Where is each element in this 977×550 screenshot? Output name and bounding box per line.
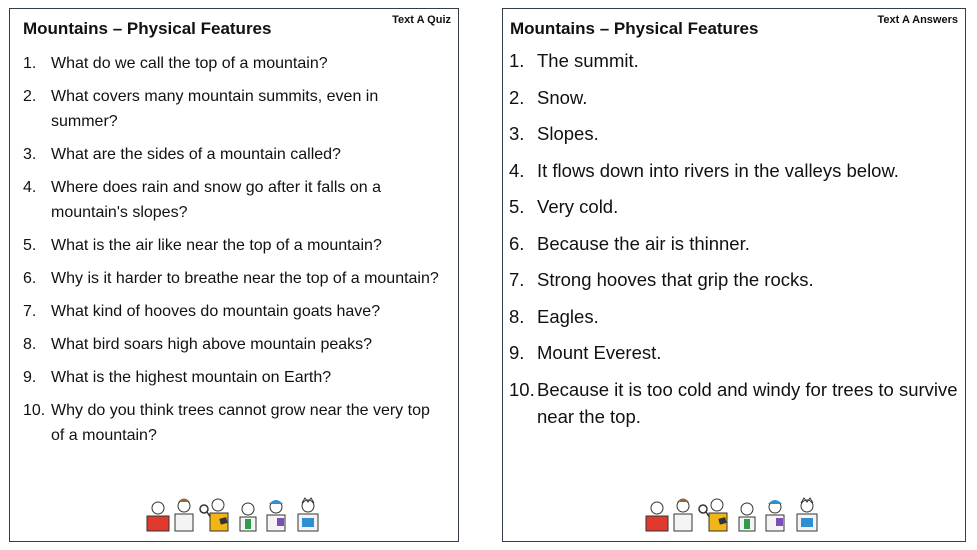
question-number: 5. (23, 237, 37, 254)
question-item (23, 142, 443, 167)
answer-item (509, 157, 959, 184)
question-text: What are the sides of a mountain called? (51, 146, 341, 163)
answer-item (509, 339, 959, 366)
question-item (23, 266, 443, 291)
question-text: What covers many mountain summits, even in summer? (51, 88, 379, 130)
child-white-book-icon (674, 499, 692, 532)
reading-children-illustration (635, 496, 830, 536)
answer-number: 7. (509, 269, 525, 290)
child-magnifier-icon (200, 499, 228, 531)
question-item (23, 84, 443, 134)
answer-number: 4. (509, 159, 525, 181)
answers-tag: Text A Answers (877, 14, 958, 26)
answer-number: 10. (509, 378, 535, 400)
child-purple-book-icon (766, 500, 784, 531)
question-item (23, 51, 443, 76)
question-item (23, 398, 443, 448)
child-blue-book-icon (797, 498, 817, 531)
question-text: What bird soars high above mountain peaks? (51, 336, 373, 353)
question-number: 3. (23, 146, 37, 163)
question-number: 10. (23, 402, 46, 419)
answer-item (509, 193, 959, 220)
answer-text: Snow. (537, 86, 588, 108)
answer-number: 5. (509, 196, 525, 217)
answer-number: 6. (509, 232, 525, 254)
answer-item (509, 303, 959, 330)
quiz-card (9, 8, 459, 542)
question-text: Where does rain and snow go after it falls on a mountain's slopes? (51, 179, 381, 221)
child-purple-book-icon (267, 500, 285, 531)
answer-text: Because it is too cold and windy for trees to survive near the top. (537, 378, 958, 427)
question-item (23, 175, 443, 225)
child-red-book-icon (147, 502, 169, 531)
answer-text: Eagles. (537, 305, 599, 327)
answers-title: Mountains – Physical Features (510, 19, 759, 38)
child-white-book-icon (175, 499, 193, 532)
child-green-book-icon (240, 503, 256, 531)
question-text: What is the air like near the top of a mountain? (51, 237, 382, 254)
child-blue-book-icon (298, 498, 318, 531)
answer-number: 8. (509, 305, 525, 327)
answer-list (509, 47, 959, 439)
question-text: What is the highest mountain on Earth? (51, 369, 332, 386)
question-number: 1. (23, 55, 37, 72)
reading-children-illustration (136, 496, 331, 536)
answers-card (502, 8, 966, 542)
question-list (23, 51, 443, 456)
question-number: 2. (23, 88, 37, 105)
answer-item (509, 376, 959, 430)
question-text: What kind of hooves do mountain goats have? (51, 303, 381, 320)
question-number: 4. (23, 179, 37, 196)
quiz-title: Mountains – Physical Features (23, 19, 272, 38)
answer-text: Mount Everest. (537, 342, 662, 363)
question-number: 6. (23, 270, 37, 287)
answer-item (509, 84, 959, 111)
question-text: What do we call the top of a mountain? (51, 55, 328, 72)
question-number: 8. (23, 336, 37, 353)
answer-text: It flows down into rivers in the valleys below. (537, 159, 899, 181)
answer-item (509, 230, 959, 257)
answer-item (509, 47, 959, 74)
answer-number: 9. (509, 342, 525, 363)
answer-item (509, 120, 959, 147)
question-item (23, 332, 443, 357)
quiz-tag: Text A Quiz (392, 14, 451, 26)
answer-text: The summit. (537, 50, 639, 71)
question-item (23, 233, 443, 258)
question-text: Why is it harder to breathe near the top of a mountain? (51, 270, 439, 287)
child-green-book-icon (739, 503, 755, 531)
answer-number: 2. (509, 86, 525, 108)
answer-text: Because the air is thinner. (537, 232, 750, 254)
answer-number: 1. (509, 50, 525, 71)
answer-text: Strong hooves that grip the rocks. (537, 269, 814, 290)
question-item (23, 365, 443, 390)
question-text: Why do you think trees cannot grow near the very top of a mountain? (51, 402, 430, 444)
answer-item (509, 266, 959, 293)
child-magnifier-icon (699, 499, 727, 531)
question-number: 9. (23, 369, 37, 386)
question-number: 7. (23, 303, 37, 320)
question-item (23, 299, 443, 324)
child-red-book-icon (646, 502, 668, 531)
answer-text: Slopes. (537, 123, 599, 144)
answer-text: Very cold. (537, 196, 619, 217)
answer-number: 3. (509, 123, 525, 144)
